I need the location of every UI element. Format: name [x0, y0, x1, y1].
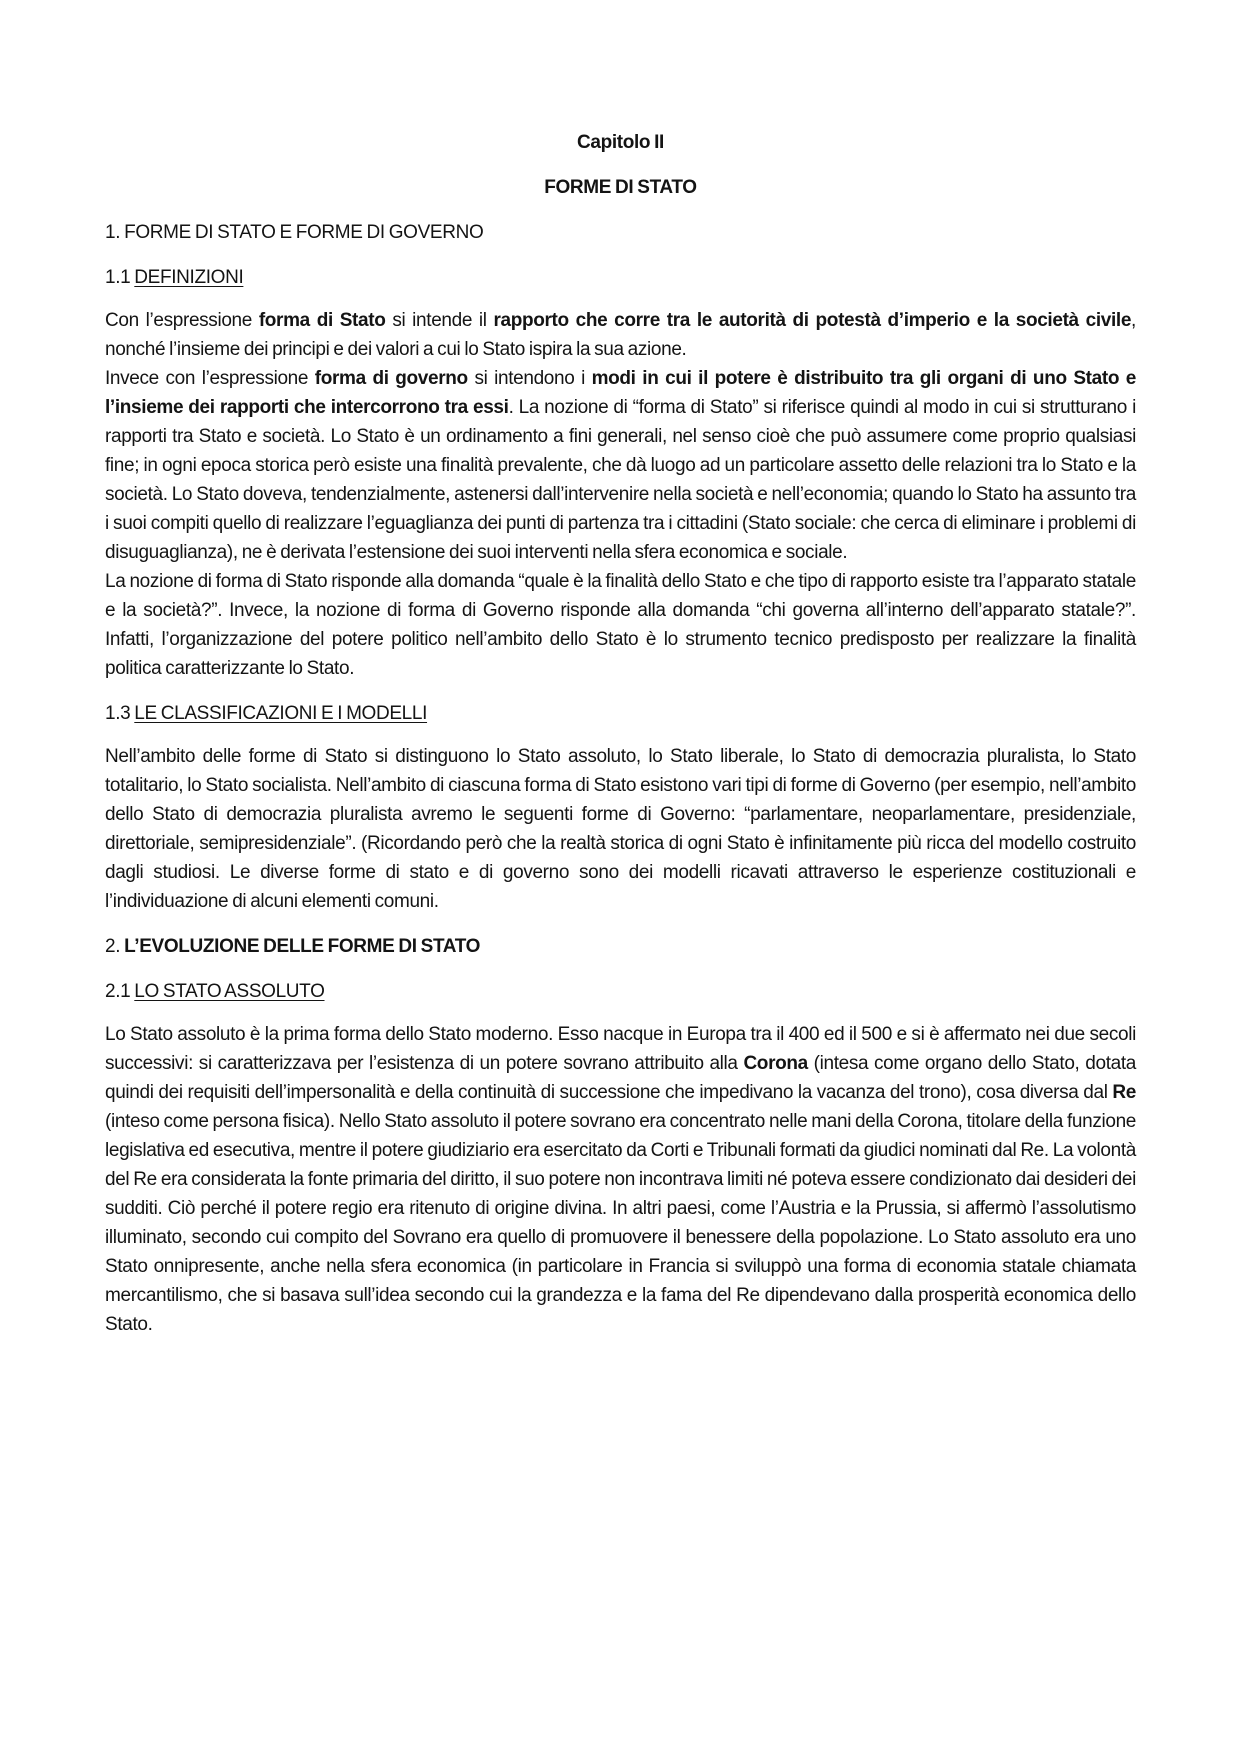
- section-heading-1: [105, 218, 1136, 247]
- text-run: 1.3: [105, 703, 135, 724]
- text-run: . La nozione di “forma di Stato” si riferisce quindi al modo in cui si strutturano i rapporti tra Stato e società. Lo Stato è un ordinamento a fini generali, nel senso cioè che può assumere come proprio qualsiasi fine; in ogni epoca storica però esiste una finalità prevalente, che dà luogo ad un particolare assetto delle relazioni tra lo Stato e la società. Lo Stato doveva, tendenzialmente, astenersi dall’intervenire nella società e nell’economia; quando lo Stato ha assunto tra i suoi compiti quello di realizzare l’eguaglianza dei punti di partenza tra i cittadini (Stato sociale: che cerca di eliminare i problemi di disuguaglianza), ne è derivata l’estensione dei suoi interventi nella sfera economica e sociale.: [105, 397, 1136, 563]
- text-run: Invece con l’espressione: [105, 368, 315, 389]
- text-run: Nell’ambito delle forme di Stato si distinguono lo Stato assoluto, lo Stato liberale, lo Stato di democrazia pluralista, lo Stato totalitario, lo Stato socialista. Nell’ambito di ciascuna forma di Stato esistono vari tipi di forme di Governo (per esempio, nell’ambito dello Stato di democrazia pluralista avremo le seguenti forme di Governo: “parlamentare, neoparlamentare, presidenziale, direttoriale, semipresidenziale”. (Ricordando però che la realtà storica di ogni Stato è infinitamente più ricca del modello costruito dagli studiosi. Le diverse forme di stato e di governo sono dei modelli ricavati attraverso le esperienze costituzionali e l’individuazione di alcuni elementi comuni.: [105, 746, 1136, 912]
- text-run: si intendono i: [467, 368, 592, 389]
- text-run: DEFINIZIONI: [134, 267, 244, 288]
- paragraph-stato-assoluto: [105, 1020, 1136, 1339]
- text-run: 1. FORME DI STATO E FORME DI GOVERNO: [105, 222, 484, 243]
- text-run: 2.1: [105, 981, 135, 1002]
- sub-heading-1-1: [105, 263, 1136, 292]
- text-run: L’EVOLUZIONE DELLE FORME DI STATO: [124, 936, 481, 957]
- text-run: 2.: [105, 936, 125, 957]
- text-run: modi in cui il potere è distribuito tra gli organi di uno Stato e l’insieme dei rapporti che intercorrono tra essi: [105, 368, 1136, 418]
- text-run: Capitolo II: [577, 132, 664, 153]
- chapter-subtitle: [105, 173, 1136, 202]
- text-run: 1.1: [105, 267, 135, 288]
- text-run: LE CLASSIFICAZIONI E I MODELLI: [134, 703, 428, 724]
- paragraph-definizioni-2: [105, 364, 1136, 567]
- chapter-title: [105, 128, 1136, 157]
- text-run: (inteso come persona fisica). Nello Stato assoluto il potere sovrano era concentrato nelle mani della Corona, titolare della funzione legislativa ed esecutiva, mentre il potere giudiziario era esercitato da Corti e Tribunali formati da giudici nominati dal Re. La volontà del Re era considerata la fonte primaria del diritto, il suo potere non incontrava limiti né poteva essere condizionato dai desideri dei sudditi. Ciò perché il potere regio era ritenuto di origine divina. In altri paesi, come l’Austria e la Prussia, si affermò l’assolutismo illuminato, secondo cui compito del Sovrano era quello di promuovere il benessere della popolazione. Lo Stato assoluto era uno Stato onnipresente, anche nella sfera economica (in particolare in Francia si sviluppò una forma di economia statale chiamata mercantilismo, che si basava sull’idea secondo cui la grandezza e la fama del Re dipendevano dalla prosperità economica dello Stato.: [105, 1111, 1136, 1335]
- paragraph-definizioni-3: [105, 567, 1136, 683]
- text-run: Lo Stato assoluto è la prima forma dello Stato moderno. Esso nacque in Europa tra il 400 ed il 500 e si è affermato nei due secoli successivi: si caratterizzava per l’esistenza di un potere sovrano attribuito alla: [105, 1024, 1136, 1074]
- text-run: FORME DI STATO: [544, 177, 697, 198]
- text-run: Re: [1112, 1082, 1136, 1103]
- section-heading-2: [105, 932, 1136, 961]
- paragraph-definizioni-1: [105, 306, 1136, 364]
- text-run: La nozione di forma di Stato risponde alla domanda “quale è la finalità dello Stato e che tipo di rapporto esiste tra l’apparato statale e la società?”. Invece, la nozione di forma di Governo risponde alla domanda “chi governa all’interno dell’apparato statale?”. Infatti, l’organizzazione del potere politico nell’ambito dello Stato è lo strumento tecnico predisposto per realizzare la finalità politica caratterizzante lo Stato.: [105, 571, 1136, 679]
- text-run: rapporto che corre tra le autorità di potestà d’imperio e la società civile: [493, 310, 1132, 331]
- text-run: LO STATO ASSOLUTO: [134, 981, 325, 1002]
- text-run: si intende il: [385, 310, 494, 331]
- text-run: , nonché l’insieme dei principi e dei valori a cui lo Stato ispira la sua azione.: [105, 310, 1136, 360]
- text-run: Con l’espressione: [105, 310, 259, 331]
- text-run: forma di governo: [314, 368, 468, 389]
- text-run: forma di Stato: [258, 310, 386, 331]
- sub-heading-1-3: [105, 699, 1136, 728]
- text-run: (intesa come organo dello Stato, dotata quindi dei requisiti dell’impersonalità e della continuità di successione che impedivano la vacanza del trono), cosa diversa dal: [105, 1053, 1136, 1103]
- paragraph-classificazioni: [105, 742, 1136, 916]
- sub-heading-2-1: [105, 977, 1136, 1006]
- text-run: Corona: [743, 1053, 808, 1074]
- document-body: [105, 128, 1136, 1339]
